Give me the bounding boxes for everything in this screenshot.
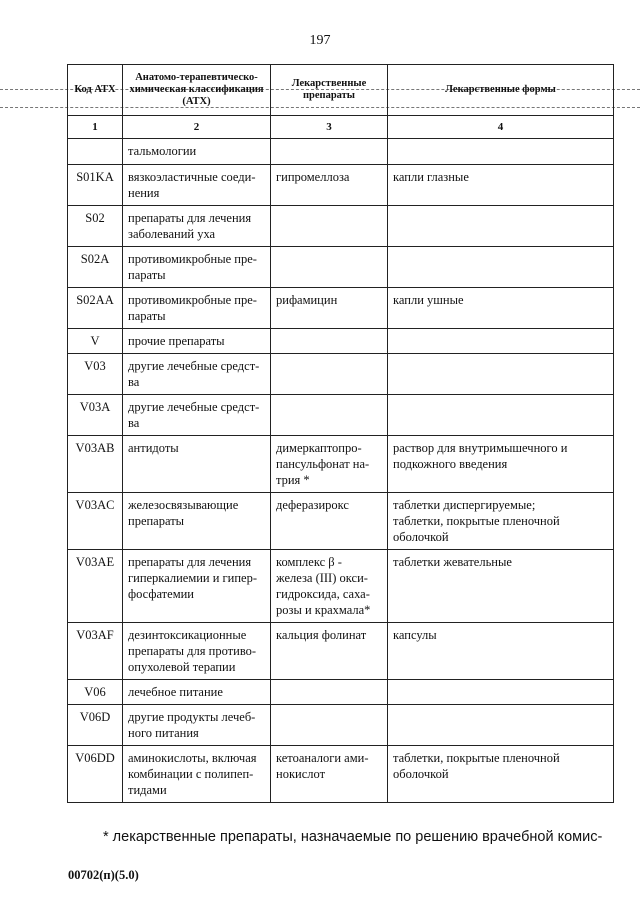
cell-form xyxy=(388,623,614,680)
cell-text-line: комбинации с полипеп- xyxy=(128,767,254,781)
cell-classification xyxy=(123,436,271,493)
cell-classification xyxy=(123,354,271,395)
cell-text-line: антидоты xyxy=(128,441,179,455)
header-code: Код АТХ xyxy=(68,65,123,116)
cell-text-line: капли ушные xyxy=(393,293,464,307)
table-row xyxy=(68,395,614,436)
document-code: 00702(п)(5.0) xyxy=(68,868,139,882)
cell-code: V06 xyxy=(68,680,123,705)
cell-text-line: аминокислоты, включая xyxy=(128,751,257,765)
cell-text-line: раствор для внутримышечного и xyxy=(393,441,568,455)
cell-form xyxy=(388,395,614,436)
cell-form xyxy=(388,550,614,623)
cell-text-line: препараты для лечения xyxy=(128,211,252,225)
cell-text-line: подкожного введения xyxy=(393,457,508,471)
header-forms: Лекарственные формы xyxy=(388,65,614,116)
cell-text-line: другие лечебные средст- xyxy=(128,359,260,373)
cell-text-line: опухолевой терапии xyxy=(128,660,236,674)
cell-code: V xyxy=(68,329,123,354)
cell-form xyxy=(388,288,614,329)
cell-form xyxy=(388,165,614,206)
cell-classification xyxy=(123,550,271,623)
cell-form xyxy=(388,247,614,288)
cell-code: S02A xyxy=(68,247,123,288)
cell-code: S02 xyxy=(68,206,123,247)
table-row xyxy=(68,165,614,206)
cell-text-line: фосфатемии xyxy=(128,587,194,601)
cell-text-line: таблетки диспергируемые; xyxy=(393,498,536,512)
cell-form xyxy=(388,329,614,354)
cell-code: V06DD xyxy=(68,746,123,803)
cell-classification xyxy=(123,623,271,680)
table-row xyxy=(68,680,614,705)
cell-classification xyxy=(123,288,271,329)
cell-text-line: кетоаналоги ами- xyxy=(276,751,369,765)
cell-text-line: другие продукты лечеб- xyxy=(128,710,256,724)
cell-text-line: таблетки жевательные xyxy=(393,555,512,569)
cell-classification xyxy=(123,493,271,550)
table-row xyxy=(68,206,614,247)
cell-drug xyxy=(271,680,388,705)
column-number-row xyxy=(68,116,614,139)
cell-drug xyxy=(271,623,388,680)
cell-text-line: деферазирокс xyxy=(276,498,349,512)
cell-text-line: нокислот xyxy=(276,767,326,781)
cell-code: S01KA xyxy=(68,165,123,206)
cell-text-line: оболочкой xyxy=(393,530,449,544)
cell-text-line: димеркаптопро- xyxy=(276,441,362,455)
column-number: 4 xyxy=(388,116,614,139)
cell-code: V03AE xyxy=(68,550,123,623)
cell-classification xyxy=(123,680,271,705)
atx-table xyxy=(67,64,614,803)
cell-classification xyxy=(123,206,271,247)
cell-code xyxy=(68,139,123,165)
page-number: 197 xyxy=(309,33,331,48)
cell-text-line: ва xyxy=(128,375,140,389)
cell-text-line: кальция фолинат xyxy=(276,628,367,642)
cell-drug xyxy=(271,288,388,329)
cell-drug xyxy=(271,436,388,493)
cell-text-line: тальмологии xyxy=(128,144,197,158)
table-row xyxy=(68,436,614,493)
cell-form xyxy=(388,680,614,705)
cell-text-line: комплекс β - xyxy=(276,555,342,569)
table-row xyxy=(68,354,614,395)
cell-drug xyxy=(271,329,388,354)
footnote: * лекарственные препараты, назначаемые по решению врачебной комис- xyxy=(103,829,603,845)
cell-text-line: железосвязывающие xyxy=(128,498,239,512)
cell-drug xyxy=(271,550,388,623)
table-body xyxy=(68,139,614,803)
cell-code: V03AB xyxy=(68,436,123,493)
cell-text-line: ного питания xyxy=(128,726,199,740)
cell-form xyxy=(388,436,614,493)
cell-drug xyxy=(271,746,388,803)
cell-drug xyxy=(271,493,388,550)
cell-classification xyxy=(123,395,271,436)
cell-classification xyxy=(123,165,271,206)
header-row xyxy=(68,65,614,116)
cell-classification xyxy=(123,247,271,288)
column-number: 1 xyxy=(68,116,123,139)
cell-text-line: тидами xyxy=(128,783,167,797)
cell-text-line: препараты для лечения xyxy=(128,555,252,569)
cell-code: V03A xyxy=(68,395,123,436)
cell-classification xyxy=(123,705,271,746)
cell-text-line: параты xyxy=(128,309,166,323)
cell-code: V06D xyxy=(68,705,123,746)
table-row xyxy=(68,493,614,550)
cell-drug xyxy=(271,165,388,206)
cell-text-line: препараты xyxy=(128,514,185,528)
header-classification: Анатомо-терапевтическо-химическая классификация (АТХ) xyxy=(123,65,271,116)
cell-text-line: трия * xyxy=(276,473,310,487)
cell-classification xyxy=(123,329,271,354)
cell-text-line: противомикробные пре- xyxy=(128,252,257,266)
cell-drug xyxy=(271,705,388,746)
table-row xyxy=(68,550,614,623)
cell-text-line: гиперкалиемии и гипер- xyxy=(128,571,258,585)
cell-text-line: гипромеллоза xyxy=(276,170,350,184)
cell-drug xyxy=(271,139,388,165)
table-row xyxy=(68,623,614,680)
cell-code: V03AC xyxy=(68,493,123,550)
cell-classification xyxy=(123,139,271,165)
cell-text-line: лечебное питание xyxy=(128,685,223,699)
cell-form xyxy=(388,746,614,803)
cell-text-line: рифамицин xyxy=(276,293,338,307)
cell-drug xyxy=(271,247,388,288)
cell-text-line: противомикробные пре- xyxy=(128,293,257,307)
cell-text-line: таблетки, покрытые пленочной xyxy=(393,751,560,765)
cell-form xyxy=(388,493,614,550)
cell-text-line: оболочкой xyxy=(393,767,449,781)
cell-text-line: дезинтоксикационные xyxy=(128,628,247,642)
cell-text-line: розы и крахмала* xyxy=(276,603,371,617)
table-row xyxy=(68,139,614,165)
table-row xyxy=(68,329,614,354)
cell-drug xyxy=(271,206,388,247)
table-row xyxy=(68,288,614,329)
cell-text-line: нения xyxy=(128,186,160,200)
cell-code: S02AA xyxy=(68,288,123,329)
cell-text-line: вязкоэластичные соеди- xyxy=(128,170,256,184)
table-row xyxy=(68,247,614,288)
cell-drug xyxy=(271,354,388,395)
cell-text-line: другие лечебные средст- xyxy=(128,400,260,414)
cell-form xyxy=(388,354,614,395)
cell-code: V03 xyxy=(68,354,123,395)
cell-classification xyxy=(123,746,271,803)
cell-drug xyxy=(271,395,388,436)
cell-text-line: пансульфонат на- xyxy=(276,457,370,471)
cell-text-line: таблетки, покрытые пленочной xyxy=(393,514,560,528)
cell-text-line: железа (III) окси- xyxy=(276,571,368,585)
table-row xyxy=(68,705,614,746)
cell-text-line: капсулы xyxy=(393,628,437,642)
cell-code: V03AF xyxy=(68,623,123,680)
cell-text-line: ва xyxy=(128,416,140,430)
column-number: 3 xyxy=(271,116,388,139)
cell-form xyxy=(388,139,614,165)
cell-text-line: капли глазные xyxy=(393,170,469,184)
cell-form xyxy=(388,705,614,746)
cell-text-line: гидроксида, саха- xyxy=(276,587,370,601)
table-row xyxy=(68,746,614,803)
cell-text-line: параты xyxy=(128,268,166,282)
cell-text-line: прочие препараты xyxy=(128,334,225,348)
cell-text-line: препараты для противо- xyxy=(128,644,257,658)
cell-form xyxy=(388,206,614,247)
cell-text-line: заболеваний уха xyxy=(128,227,216,241)
column-number: 2 xyxy=(123,116,271,139)
header-drugs: Лекарственные препараты xyxy=(271,65,388,116)
